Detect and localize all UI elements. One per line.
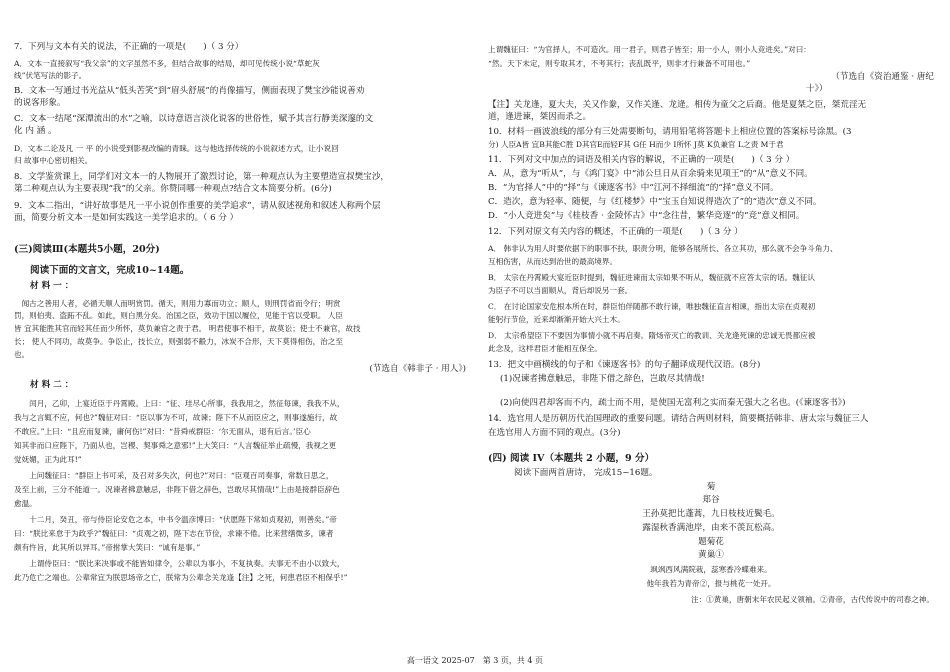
q11-option-d: D．“小人竞进矣”与《桂枝香 · 金陵怀古》中“念往昔，繁华竞逐”的“竞”意义相同。: [488, 211, 805, 221]
material-2-label: 材 料 二 ：: [30, 380, 74, 390]
material-1-line-3: 皆 宜其能胜其官而轻其任而少所怀，莫负兼官之责于君。 明君使事不相干，故莫讼；使士不兼官，故技: [14, 324, 361, 333]
q14-line-1: 14．选官用人是历朝历代治国理政的重要问题。请结合两则材料，简要概括韩非、唐太宗与魏征三人: [488, 414, 869, 424]
poem-1-line-1: 王孙莫把比蓬蒿，九日枝枝近鬓毛。: [642, 509, 780, 519]
q11-option-c: C．造次，意为轻率、随便，与《红楼梦》中“宝玉自知说得造次了”的“造次”意义不同。: [488, 197, 822, 207]
q12-option-b-cont: 为臣子不可以当面顺从，背后却说另一套。: [488, 286, 633, 295]
material-2-cont-1: 上谓魏征曰：“为官择人，不可造次。用一君子，则君子皆至；用一小人，则小人竞进矣。”对曰：: [488, 45, 811, 54]
q9-line-2: 面，简要分析文本一是如何实践这一美学追求的。（ 6 分 ）: [14, 213, 239, 223]
material-2-line-3: 不敢应。”上曰：“且应而复谏，庸何伤!”对曰：“昔舜戒群臣：‘尔无面从，退有后言。’臣心: [14, 427, 311, 436]
q10-line-1: 10．材料一画波浪线的部分有三处需要断句，请用铅笔将答题卡上相应位置的答案标号涂黑。(3: [488, 127, 852, 137]
material-2-line-2: 我与之言辄不应，何也?”魏征对曰：“臣以事为不可，故谏；陛下不从而臣应之，则事遂施行，故: [14, 413, 338, 422]
note-line-2: 道，逢进谏，桀因而杀之。: [488, 112, 592, 122]
poem-2-line-1: 飒飒西风满院栽，蕊寒香冷蝶难来。: [650, 565, 772, 574]
poem-2-author: 黄巢①: [698, 550, 724, 560]
material-2-source-b: 十》）: [806, 84, 828, 94]
material-2-line-11: 颇有忤旨，此其所以异耳。”帝拊掌大笑曰：“诚有是事。”: [14, 543, 201, 552]
section-3-title: (三)阅读Ⅲ(本题共5小题，20分): [14, 244, 160, 255]
material-2-line-13: 此乃危亡之端也。公辈常宜为朕思场帝之亡，朕常为公辈念关龙逢【注】之死，何患君臣不相保乎!”: [14, 573, 348, 582]
q7-option-b: B．文本一写通过书光益从“低头苦笑”到“眉头舒展”的肖像描写，侧面表现了樊宝沙能说善劝: [14, 86, 365, 96]
material-1-line-1: 闻古之善用人者，必循天顺人而明赏罚。循天，则用力寡而功立；顺人，则刑罚省而令行；明赏: [14, 299, 341, 308]
q13-stem: 13．把文中画横线的句子和《谏逐客书》的句子翻译成现代汉语。(8分): [488, 360, 761, 370]
material-2-line-8: 愈温。: [14, 499, 37, 508]
q12-option-c: C． 在讨论国家安危根本所在时，群臣怕伴随都不敢行谏，唯独魏征直言相谏，指出太宗在贞观初: [488, 302, 816, 311]
poem-1-line-2: 露湿秋香满池岸，由来不羡瓦松高。: [642, 523, 780, 533]
material-2-line-1: 闰月，乙卯，上宴近臣于丹霄殿。上曰：“征、珪尽心所事，我我用之，然征每谏，我我不从，: [14, 399, 345, 408]
material-1-line-2: 罚，则伯夷、盗跖不乱。如此，则白黑分矣。治国之臣，效功于国以履位，见能于官以受职。 人臣: [14, 311, 343, 320]
poem-1-author: 郑谷: [702, 495, 720, 505]
material-1-source: (节选自《韩非子 · 用人》): [369, 364, 466, 374]
q8-line-1: 8．文学鉴赏课上，同学们对文本一的人物展开了激烈讨论，第一种观点认为主要塑造宣叔樊宝沙，: [14, 172, 390, 182]
material-2-line-10: 曰：“朕比来怠于为政乎?”魏征曰：“贞观之初，陛下志在节俭，求谏不倦。比来营缮微多，谏者: [14, 529, 334, 538]
q12-option-a: A． 韩非认为用人时要依据下的职事不扶，职责分明，能够各展所长、各立其功，那么就不会争斗角力、: [488, 244, 838, 253]
material-1-line-4: 长； 使人不同功，故莫争。争讼止，技长立，则强弱不觳力，冰炭不合形，天下莫得相伤，治之至: [14, 337, 343, 346]
q12-option-c-cont: 能躬行节俭，近来却渐渐开始大兴土木。: [488, 315, 625, 324]
q13-sentence-1: (1)况谏者拂意触忌，非陛下借之辞色，岂敢尽其情哉!: [500, 374, 705, 384]
q8-line-2: 第二种观点认为主要表现“我”的父亲。你赞同哪一种观点?结合文本简要分析。(6分): [14, 184, 332, 194]
q12-option-d: D． 太宗希望臣下不要因为事情小就不再启奏。隋炀帝灭亡的教训、关龙逄死谏的忠诚无畏都应被: [488, 331, 816, 340]
q7-stem: 7．下列与文本有关的说法，不正确的一项是( )（ 3 分）: [14, 42, 244, 52]
poem-note: 注：①黄巢，唐朝末年农民起义领袖。②青帝，古代传说中的司春之神。: [691, 595, 934, 604]
poem-1-title: 菊: [706, 482, 716, 492]
q7-option-a: A．文本一直接叙写“我父亲”的文字虽然不多，但结合故事的结局，却可见传统小说“草蛇灰: [14, 59, 320, 68]
material-2-line-6: 上问魏征曰：“群臣上书可采，及召对多失次，何也?”对曰：“臣观百司奏事，常数日思之，: [14, 471, 334, 480]
q12-option-a-cont: 互相伤害，从而达到治世的最高境界。: [488, 257, 618, 266]
q12-option-b: B． 太宗在丹霄殿大宴近臣时提到，魏征进谏而太宗如果不听从，魏征就不应答太宗的话。魏征认: [488, 273, 815, 282]
page-footer: 高一语文 2025-07 第 3 页，共 4 页: [406, 656, 544, 665]
poem-2-line-2: 他年我若为青帝②，报与桃花一处开。: [646, 579, 776, 588]
material-2-line-5: 觉妩媚，正为此耳!”: [14, 455, 82, 464]
note-line-1: 【注】关龙逢，夏大夫，关又作豢，又作关逢、龙逄。相传为童父之后裔。他是夏桀之臣，桀荒淫无: [488, 100, 867, 110]
q14-line-2: 在选官用人方面不同的观点。(3分): [488, 428, 621, 438]
material-1-line-5: 也。: [14, 350, 30, 359]
q7-option-a-cont: 线”伏笔写法的影子。: [14, 71, 87, 80]
material-2-source-a: （节选自《资治通鉴 · 唐纪: [831, 72, 934, 82]
q7-option-b-cont: 的说客形象。: [14, 98, 66, 108]
q9-line-1: 9．文本二指出，“讲好故事是凡一平小说创作重要的美学追求”，请从叙述视角和叙述人称两个层: [14, 201, 381, 211]
q11-option-b: B．“为官择人”中的“择”与《谏逐客书》中“江河不择细流”的“择”意义不同。: [488, 183, 779, 193]
material-2-cont-2: “然。天下未定，则专取其才，不考其行；丧乱既平，则非才行兼备不可用也。”: [488, 59, 751, 68]
q13-sentence-2: (2)向使四君却客而不内，疏士而不用，是使国无富利之实而秦无强大之名也。(《谏逐客书》): [500, 398, 846, 408]
q12-stem: 12．下列对原文有关内容的概述，不正确的一项是( )（ 3 分 ）: [488, 227, 743, 237]
q11-stem: 11．下列对文中加点的词语及相关内容的解说，不正确的一项是( )（ 3 分 ）: [488, 155, 795, 165]
material-2-line-7: 及至上前，三分不能道一。况谏者拂意触忌，非陛下借之辞色，岂敢尽其情哉!”上由是接群臣辞色: [14, 485, 340, 494]
q11-option-a: A．从，意为“听从”，与《鸿门宴》中“沛公旦日从百余骑来见项王”的“从”意义不同。: [488, 169, 813, 179]
q10-line-2: 分) 人臣A皆 宜B其能C胜 D其官E而轻F其 G任 H而少 I所怀 J莫 K负兼官 L之责 M于君: [488, 140, 784, 149]
q7-option-c: C．文本一结尾“深潭流出的水”之喻，以诗意语言淡化说客的世俗性，赋予其言行静美深邃的文: [14, 114, 374, 124]
section-4-title: (四) 阅读 IV（本题共 2 小题，9 分）: [488, 453, 655, 464]
q7-option-c-cont: 化 内 涵 。: [14, 126, 57, 136]
q12-option-d-cont: 此念及，这样君臣才能相互保全。: [488, 344, 602, 353]
section-4-instruction: 阅读下面两首唐诗， 完成15~16题。: [514, 468, 658, 478]
q7-option-d: D．文本二论及凡 一 平 的小说受到影视改编的青睐。这与他选择传统的小说叙述方式，让小说回: [14, 144, 339, 153]
material-2-line-12: 上谓侍臣曰：“朕比来决事或不能皆如律令，公辈以为事小，不复执奏。夫事无不由小以致大，: [14, 559, 345, 568]
material-2-line-9: 十二月，癸丑，帝与侍臣论安危之本，中书令温彦博曰：“伏愿陛下常如贞观初，则善矣。”帝: [14, 515, 337, 524]
material-1-label: 材 料 一 ：: [30, 281, 74, 291]
q7-option-d-cont: 归 故事中心密切相关。: [14, 156, 93, 165]
material-2-line-4: 知其非而口应陛下，乃面从也，岂稷、契事舜之意邪!”上大笑曰：“人言魏征举止疏慢，我视之更: [14, 441, 337, 450]
poem-2-title: 题菊花: [698, 537, 724, 547]
section-3-instruction: 阅读下面的文言文，完成10~14题。: [30, 265, 190, 276]
